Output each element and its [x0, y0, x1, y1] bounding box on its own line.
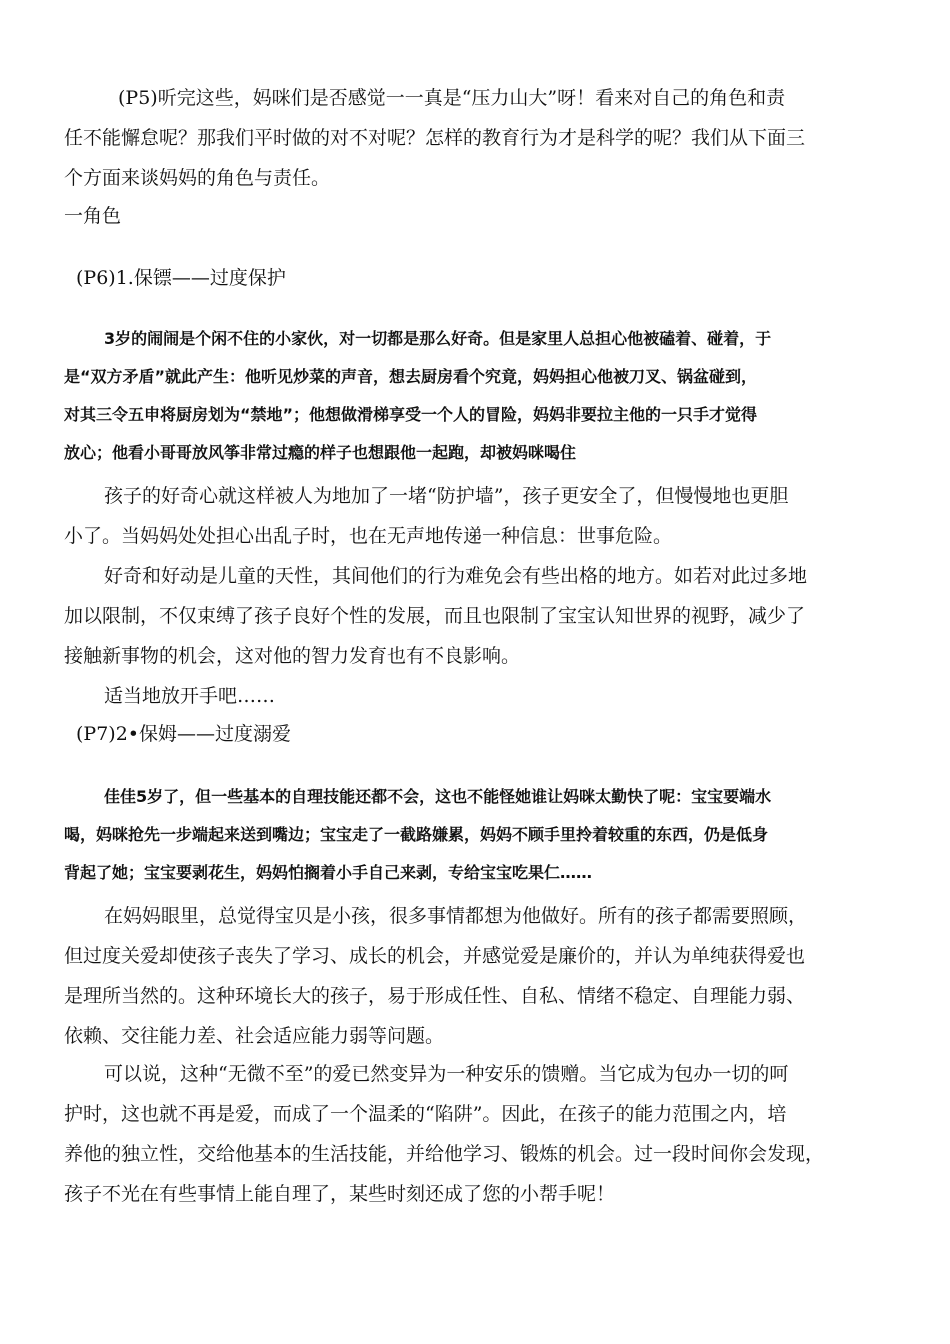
text-line: 但过度关爱却使孩子丧失了学习、成长的机会，并感觉爱是廉价的，并认为单纯获得爱也: [64, 945, 806, 967]
text-line: 任不能懈怠呢？那我们平时做的对不对呢？怎样的教育行为才是科学的呢？我们从下面三: [64, 127, 806, 149]
paragraph-gentle-trap: [64, 1054, 824, 1214]
text-line: 孩子不光在有些事情上能自理了，某些时刻还成了您的小帮手呢！: [64, 1183, 616, 1205]
text-line: 好奇和好动是儿童的天性，其间他们的行为难免会有些出格的地方。如若对此过多地: [104, 565, 808, 587]
subheading-nanny: [76, 714, 291, 754]
paragraph-curiosity: [64, 556, 807, 676]
case-study-jiajia: [64, 778, 771, 892]
text-line: 背起了她；宝宝要剥花生，妈妈怕搁着小手自己来剥，专给宝宝吃果仁……: [64, 863, 593, 882]
paragraph-overcare: [64, 896, 807, 1056]
text-line: 适当地放开手吧……: [104, 685, 276, 707]
intro-paragraph: [64, 78, 805, 198]
paragraph-protection-wall: [64, 476, 788, 556]
text-line: 接触新事物的机会，这对他的智力发育也有不良影响。: [64, 645, 521, 667]
text-line: 喝，妈咪抢先一步端起来送到嘴边；宝宝走了一截路嫌累，妈妈不顾手里拎着较重的东西，仍是低身: [64, 825, 769, 844]
text-line: 护时，这也就不再是爱，而成了一个温柔的“陷阱”。因此，在孩子的能力范围之内，培: [64, 1103, 787, 1125]
text-line: 孩子的好奇心就这样被人为地加了一堵“防护墙”，孩子更安全了，但慢慢地也更胆: [104, 485, 789, 507]
text-line: 对其三令五申将厨房划为“禁地”；他想做滑梯享受一个人的冒险，妈妈非要拉主他的一只手才觉得: [64, 405, 758, 424]
heading-text: 一角色: [64, 205, 122, 227]
text-line: 小了。当妈妈处处担心出乱子时，也在无声地传递一种信息：世事危险。: [64, 525, 673, 547]
heading-text: (P6)1.保镖——过度保护: [76, 267, 286, 289]
text-line: 3岁的闹闹是个闲不住的小家伙，对一切都是那么好奇。但是家里人总担心他被磕着、碰着，于: [104, 329, 772, 348]
section-heading-role: [64, 196, 121, 236]
heading-text: (P7)2•保姆——过度溺爱: [76, 723, 291, 745]
text-line: 依赖、交往能力差、社会适应能力弱等问题。: [64, 1025, 445, 1047]
text-line: (P5)听完这些，妈咪们是否感觉一一真是“压力山大”呀！看来对自己的角色和责: [118, 87, 786, 109]
case-study-naonao: [64, 320, 771, 472]
subheading-bodyguard: [76, 258, 286, 298]
text-line: 佳佳5岁了，但一些基本的自理技能还都不会，这也不能怪她谁让妈咪太勤快了呢：宝宝要端水: [104, 787, 772, 806]
text-line: 加以限制，不仅束缚了孩子良好个性的发展，而且也限制了宝宝认知世界的视野，减少了: [64, 605, 806, 627]
text-line: 放心；他看小哥哥放风筝非常过瘾的样子也想跟他一起跑，却被妈咪喝住: [64, 443, 577, 462]
text-line: 养他的独立性，交给他基本的生活技能，并给他学习、锻炼的机会。过一段时间你会发现，: [64, 1143, 825, 1165]
text-line: 是“双方矛盾”就此产生：他听见炒菜的声音，想去厨房看个究竟，妈妈担心他被刀叉、锅盆碰到，: [64, 367, 758, 386]
text-line: 在妈妈眼里，总觉得宝贝是小孩，很多事情都想为他做好。所有的孩子都需要照顾，: [104, 905, 808, 927]
text-line: 个方面来谈妈妈的角色与责任。: [64, 167, 331, 189]
paragraph-let-go: [104, 676, 275, 716]
text-line: 可以说，这种“无微不至”的爱已然变异为一种安乐的馈赠。当它成为包办一切的呵: [104, 1063, 789, 1085]
text-line: 是理所当然的。这种环境长大的孩子，易于形成任性、自私、情绪不稳定、自理能力弱、: [64, 985, 806, 1007]
